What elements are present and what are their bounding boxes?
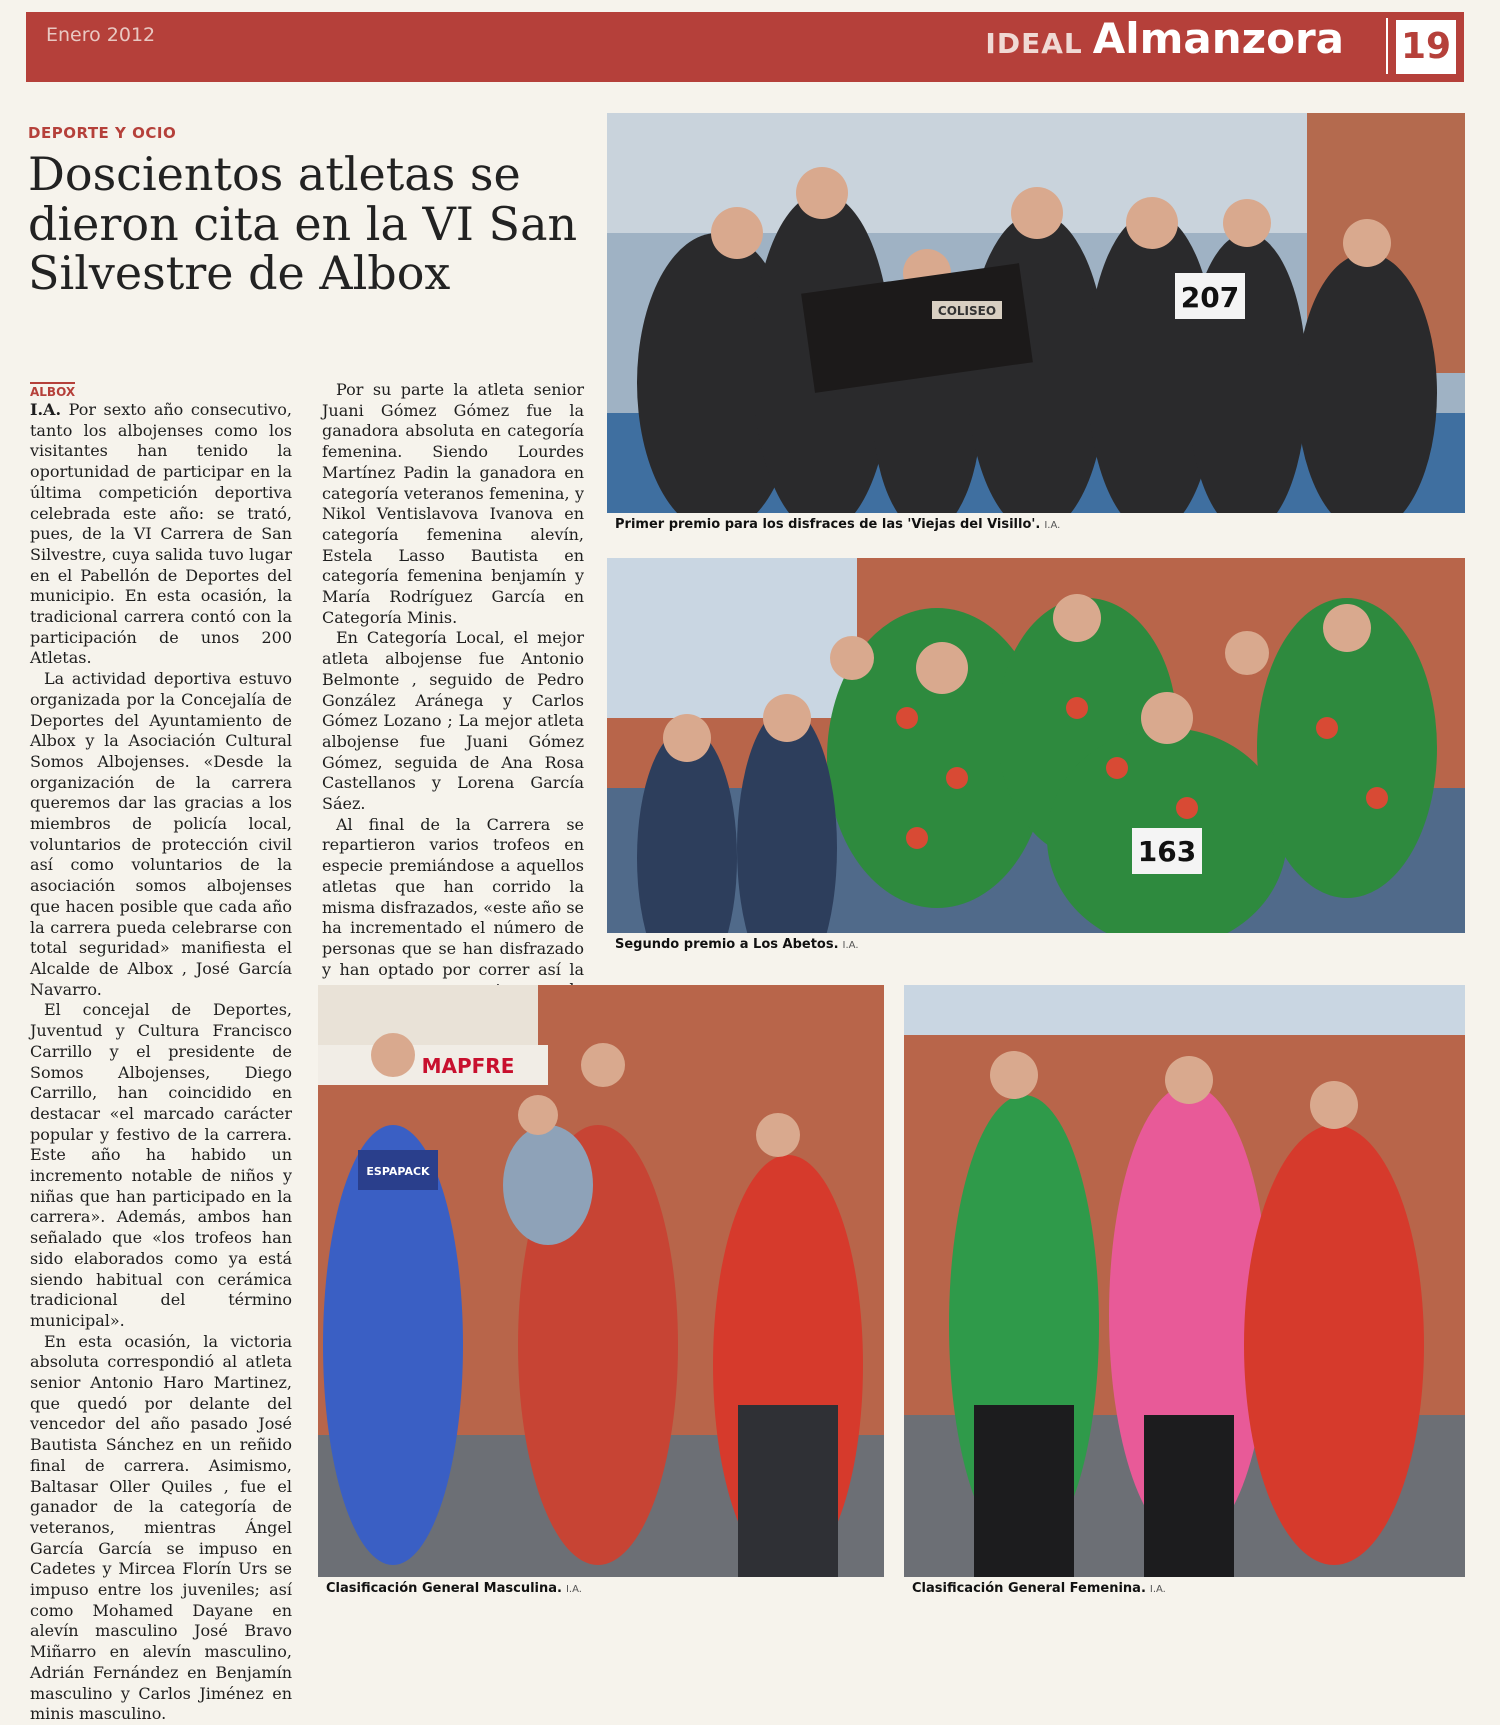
photo-image [318,985,884,1577]
brand-name: IDEAL [985,27,1083,60]
paragraph-text: Por sexto año consecutivo, tanto los albojenses como los visitantes han tenido la oportunidad de participar en la última competición deportiva celebrada este año: se trató, pues, de la VI Carrera de San Silvestre, cuya salida tuvo lugar en el Pabellón de Deportes del municipio. En esta ocasión, la tradicional carrera contó con la participación de unos 200 Atletas. [30,400,292,668]
caption-text: Primer premio para los disfraces de las 'Viejas del Visillo'. [615,517,1041,532]
race-bib: 207 [1180,281,1240,314]
article-paragraph [30,400,292,669]
photo-credit: I.A. [565,1584,582,1595]
photo-caption [615,937,859,952]
article-paragraph: La actividad deportiva estuvo organizada por la Concejalía de Deportes del Ayuntamiento de Albox y la Asociación Cultural Somos Albojenses. «Desde la organización de la carrera queremos dar las gracias a los miembros de policía local, voluntarios de protección civil así como voluntarios de la asociación somos albojenses que hacen posible que cada año la carrera pueda celebrarse con total seguridad» manifiesta el Alcalde de Albox , José García Navarro. [30,669,292,999]
photo-credit: I.A. [1149,1584,1166,1595]
photo-clasificacion-femenina [904,985,1465,1610]
newspaper-title [985,14,1344,63]
article-paragraph: Por su parte la atleta senior Juani Gómez Gómez fue la ganadora absoluta en categoría femenina. Siendo Lourdes Martínez Padin la ganadora en categoría veteranos femenina, y Nikol Ventislavova Ivanova en categoría femenina alevín, Estela Lasso Bautista en categoría femenina benjamín y María Rodríguez García en Categoría Minis. [322,380,584,627]
article-paragraph: En Categoría Local, el mejor atleta albojense fue Antonio Belmonte , seguido de Pedro González Aránega y Carlos Gómez Lozano ; La mejor atleta albojense fue Juani Gómez Gómez, seguida de Ana Rosa Castellanos y Lorena García Sáez. [322,628,584,814]
photo-credit: I.A. [842,940,859,951]
photo-caption [326,1581,582,1596]
caption-text: Segundo premio a Los Abetos. [615,937,839,952]
race-bib: 163 [1137,835,1197,868]
photo-clasificacion-masculina [318,985,884,1610]
article-paragraph: Al final de la Carrera se repartieron varios trofeos en especie premiándose a aquellos atletas que han corrido la misma disfrazados, «este año se ha incrementado el número de personas que se han disfrazado y han optado por correr así la [322,814,584,979]
photo-viejas-del-visillo [607,113,1465,541]
article-headline: Doscientos atletas se dieron cita en la VI San Silvestre de Albox [28,147,578,301]
photo-caption [615,517,1060,532]
shirt-print: ESPAPACK [366,1165,430,1178]
section-label: DEPORTE Y OCIO [28,124,177,142]
issue-date: Enero 2012 [46,24,156,46]
sponsor-banner: MAPFRE [421,1054,515,1078]
photo-los-abetos [607,558,1465,963]
article-paragraph: En esta ocasión, la victoria absoluta correspondió al atleta senior Antonio Haro Martinez, que quedó por delante del vencedor del año pasado José Bautista Sánchez en un reñido final de carrera. Asimismo, Baltasar Oller Quiles , fue el ganador de la categoría de veteranos, mientras Ángel García García se impuso en Cadetes y Mircea Florín Urs se impuso entre los juveniles; así como Mohamed Dayane en alevín masculino José Bravo Miñarro en alevín masculino, Adrián Fernández en Benjamín masculino y Carlos Jiménez en minis masculino. [30,1331,292,1724]
article-column-2 [322,380,584,1022]
region-name: Almanzora [1092,14,1344,63]
photo-image [607,113,1465,513]
photo-image [904,985,1465,1577]
page-number: 19 [1396,20,1456,74]
masthead-bar [26,12,1464,82]
photo-caption [912,1581,1166,1596]
caption-text: Clasificación General Femenina. [912,1581,1146,1596]
photo-image [607,558,1465,933]
photo-credit: I.A. [1044,520,1061,531]
gift-box-label: COLISEO [937,304,997,318]
article-paragraph: El concejal de Deportes, Juventud y Cultura Francisco Carrillo y el presidente de Somos Albojenses, Diego Carrillo, han coincidido en destacar «el marcado carácter popular y festivo de la carrera. Este año ha habido un incremento notable de niños y niñas que han participado en la carrera». Además, ambos han señalado que «los trofeos han sido elaborados como ya está siendo habitual con cerámica tradicional del término municipal». [30,1000,292,1330]
header-divider [1386,18,1388,74]
article-column-1 [30,400,292,1725]
author-initials: I.A. [30,400,62,419]
dateline: ALBOX [30,382,75,399]
caption-text: Clasificación General Masculina. [326,1581,562,1596]
